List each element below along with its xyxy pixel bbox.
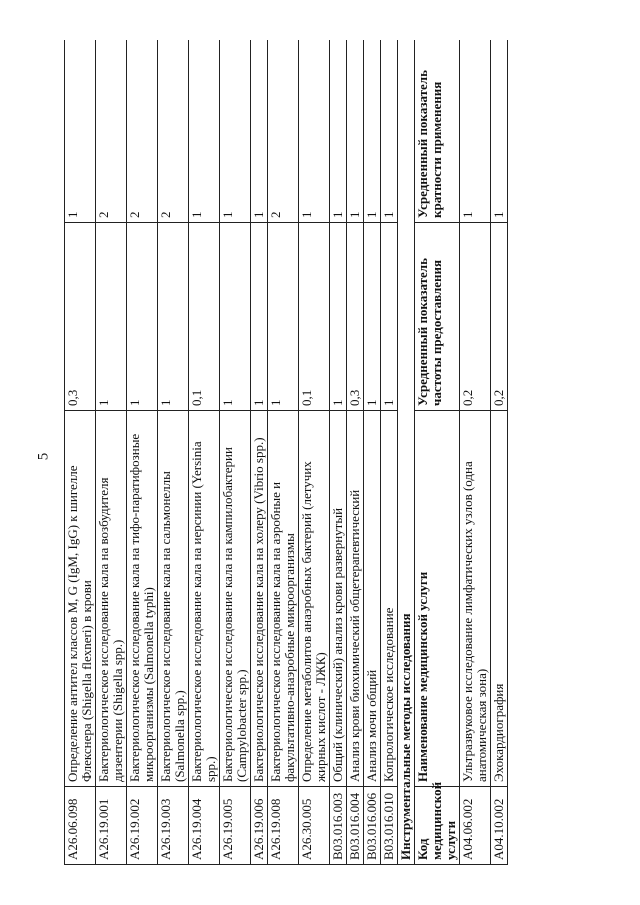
table-row xyxy=(251,40,268,865)
lab-services-body xyxy=(65,40,398,865)
frequency-value: 1 xyxy=(364,223,381,411)
header-freq: Усредненный показатель частоты предоставления xyxy=(415,223,460,411)
header-mult: Усредненный показатель кратности применения xyxy=(415,40,460,223)
table-row xyxy=(381,40,398,865)
document-viewport xyxy=(64,40,601,865)
multiplicity-value: 1 xyxy=(460,40,491,223)
frequency-value: 0,1 xyxy=(299,223,330,411)
service-name: Ультразвуковое исследование лимфатических узлов (одна анатомическая зона) xyxy=(460,411,491,787)
table-row xyxy=(96,40,127,865)
frequency-value: 1 xyxy=(96,223,127,411)
multiplicity-value: 2 xyxy=(96,40,127,223)
table-row xyxy=(158,40,189,865)
frequency-value: 1 xyxy=(220,223,251,411)
service-name: Бактериологическое исследование кала на аэробные и факультативно-анаэробные микроорганизмы xyxy=(268,411,299,787)
service-name: Бактериологическое исследование кала на сальмонеллы (Salmonella spp.) xyxy=(158,411,189,787)
service-code: A26.19.005 xyxy=(220,787,251,865)
table-row xyxy=(460,40,491,865)
table-row xyxy=(127,40,158,865)
service-code: A26.19.006 xyxy=(251,787,268,865)
service-name: Бактериологическое исследование кала на кампилобактерии (Campylobacter spp.) xyxy=(220,411,251,787)
page-number: 5 xyxy=(35,452,52,461)
multiplicity-value: 2 xyxy=(158,40,189,223)
table-row xyxy=(364,40,381,865)
multiplicity-value: 1 xyxy=(381,40,398,223)
multiplicity-value: 1 xyxy=(364,40,381,223)
service-code: A26.19.004 xyxy=(189,787,220,865)
section-title: Инструментальные методы исследования xyxy=(398,40,415,865)
service-code: B03.016.006 xyxy=(364,787,381,865)
service-name: Эхокардиография xyxy=(491,411,508,787)
frequency-value: 1 xyxy=(127,223,158,411)
instrumental-services-body xyxy=(460,40,508,865)
table-row xyxy=(65,40,96,865)
service-name: Общий (клинический) анализ крови развернутый xyxy=(330,411,347,787)
service-code: B03.016.010 xyxy=(381,787,398,865)
header-code: Код медицинской услуги xyxy=(415,787,460,865)
service-name: Бактериологическое исследование кала на тифо-паратифозные микроорганизмы (Salmonella typhi) xyxy=(127,411,158,787)
multiplicity-value: 1 xyxy=(347,40,364,223)
service-code: A26.19.008 xyxy=(268,787,299,865)
frequency-value: 0,3 xyxy=(65,223,96,411)
frequency-value: 0,2 xyxy=(460,223,491,411)
multiplicity-value: 1 xyxy=(330,40,347,223)
multiplicity-value: 2 xyxy=(268,40,299,223)
table-row xyxy=(189,40,220,865)
header-name: Наименование медицинской услуги xyxy=(415,411,460,787)
multiplicity-value: 2 xyxy=(127,40,158,223)
frequency-value: 1 xyxy=(158,223,189,411)
table-row xyxy=(491,40,508,865)
service-code: B03.016.003 xyxy=(330,787,347,865)
service-code: B03.016.004 xyxy=(347,787,364,865)
service-name: Определение антител классов M, G (IgM, IgG) к шигелле Флекснера (Shigella flexneri) в крови xyxy=(65,411,96,787)
instrumental-section xyxy=(398,40,460,865)
services-table xyxy=(64,40,508,865)
table-row xyxy=(347,40,364,865)
multiplicity-value: 1 xyxy=(251,40,268,223)
multiplicity-value: 1 xyxy=(189,40,220,223)
service-name: Бактериологическое исследование кала на возбудителя дизентерии (Shigella spp.) xyxy=(96,411,127,787)
service-code: A26.19.001 xyxy=(96,787,127,865)
service-name: Копрологическое исследование xyxy=(381,411,398,787)
service-name: Определение метаболитов анаэробных бактерий (летучих жирных кислот - ЛЖК) xyxy=(299,411,330,787)
table-row xyxy=(330,40,347,865)
rotated-document xyxy=(64,40,601,865)
service-code: A26.30.005 xyxy=(299,787,330,865)
frequency-value: 0,3 xyxy=(347,223,364,411)
service-name: Анализ мочи общий xyxy=(364,411,381,787)
section-row xyxy=(398,40,415,865)
service-code: A04.06.002 xyxy=(460,787,491,865)
frequency-value: 1 xyxy=(330,223,347,411)
frequency-value: 0,1 xyxy=(189,223,220,411)
service-code: A04.10.002 xyxy=(491,787,508,865)
table-row xyxy=(299,40,330,865)
frequency-value: 1 xyxy=(268,223,299,411)
service-name: Анализ крови биохимический общетерапевтический xyxy=(347,411,364,787)
service-code: A26.19.003 xyxy=(158,787,189,865)
table-row xyxy=(268,40,299,865)
table-row xyxy=(220,40,251,865)
service-code: A26.19.002 xyxy=(127,787,158,865)
frequency-value: 1 xyxy=(251,223,268,411)
multiplicity-value: 1 xyxy=(491,40,508,223)
service-code: A26.06.098 xyxy=(65,787,96,865)
multiplicity-value: 1 xyxy=(65,40,96,223)
multiplicity-value: 1 xyxy=(220,40,251,223)
service-name: Бактериологическое исследование кала на холеру (Vibrio spp.) xyxy=(251,411,268,787)
multiplicity-value: 1 xyxy=(299,40,330,223)
frequency-value: 0,2 xyxy=(491,223,508,411)
header-row xyxy=(415,40,460,865)
frequency-value: 1 xyxy=(381,223,398,411)
service-name: Бактериологическое исследование кала на иерсинии (Yersinia spp.) xyxy=(189,411,220,787)
